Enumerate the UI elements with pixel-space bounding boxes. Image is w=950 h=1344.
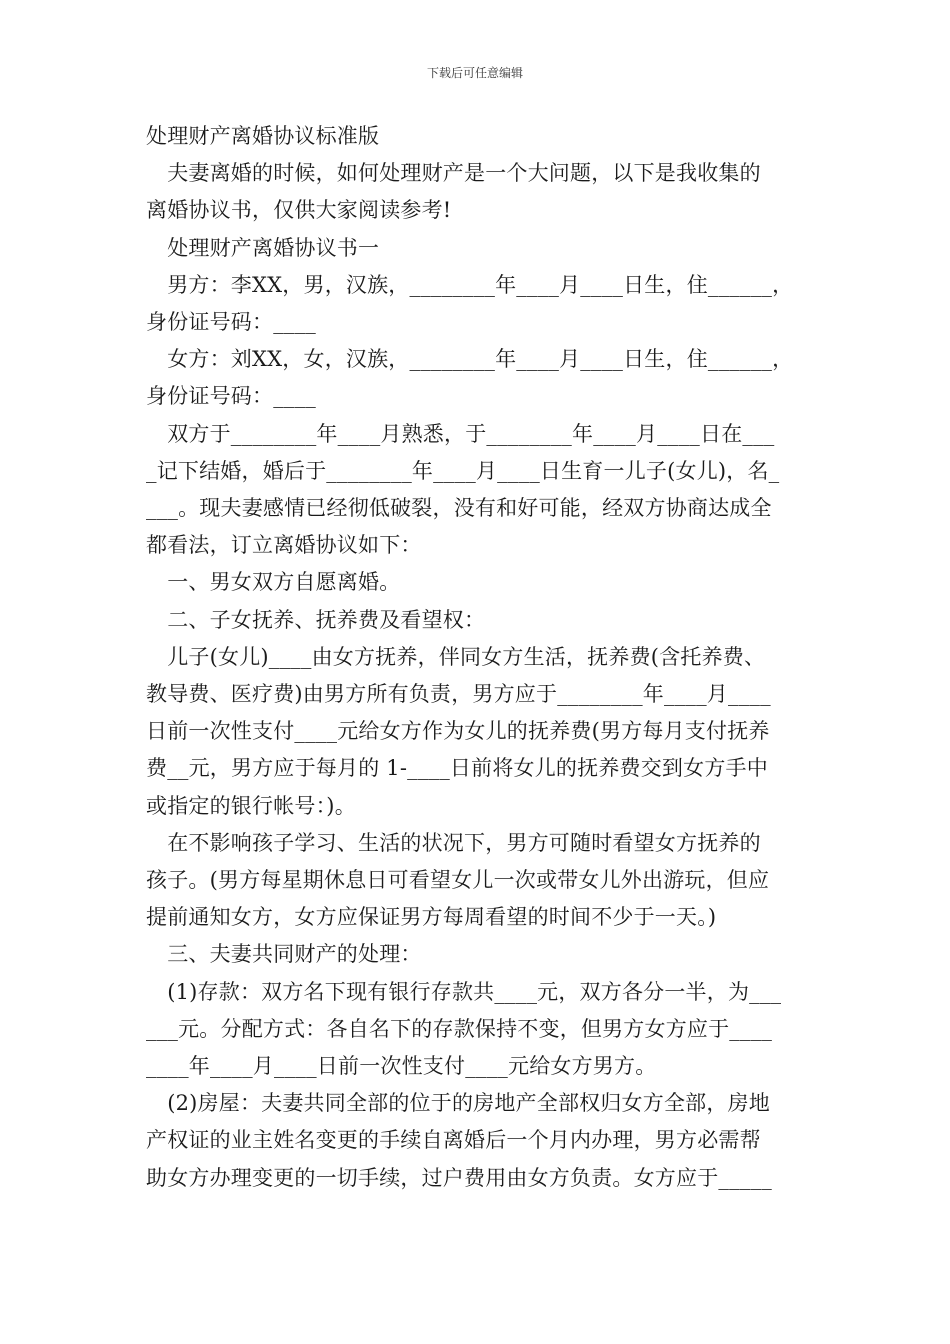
paragraph-line: 男方：李XX，男，汉族，________年____月____日生，住______， <box>146 272 794 297</box>
page-header-note: 下载后可任意编辑 <box>426 66 523 80</box>
paragraph-line: 儿子(女儿)____由女方抚养，伴同女方生活，抚养费(含托养费、 <box>146 644 766 669</box>
paragraph-line: ___元。分配方式：各自名下的存款保持不变，但男方女方应于____ <box>146 1016 773 1041</box>
paragraph-line: ___。现夫妻感情已经彻低破裂，没有和好可能，经双方协商达成全 <box>146 496 772 521</box>
paragraph-line: 都看法，订立离婚协议如下： <box>146 533 422 558</box>
paragraph-line: (2)房屋：夫妻共同全部的位于的房地产全部权归女方全部，房地 <box>146 1091 770 1116</box>
paragraph-line: (1)存款：双方名下现有银行存款共____元，双方各分一半，为___ <box>146 979 782 1004</box>
paragraph-line: 女方：刘XX，女，汉族，________年____月____日生，住______， <box>146 347 794 372</box>
document-title: 处理财产离婚协议标准版 <box>146 124 380 148</box>
paragraph-line: 孩子。(男方每星期休息日可看望女儿一次或带女儿外出游玩，但应 <box>146 868 770 893</box>
paragraph-line: ____年____月____日前一次性支付____元给女方男方。 <box>146 1054 657 1079</box>
paragraph-line: 教导费、医疗费)由男方所有负责，男方应于________年____月____ <box>146 682 771 707</box>
paragraph-line: 双方于________年____月熟悉，于________年____月____日在___ <box>146 421 775 446</box>
paragraph-line: 费__元，男方应于每月的 1-____日前将女儿的抚养费交到女方手中 <box>146 756 768 781</box>
clause-heading: 一、男女双方自愿离婚。 <box>146 570 401 595</box>
paragraph-line: 夫妻离婚的时候，如何处理财产是一个大问题，以下是我收集的 <box>146 161 761 186</box>
paragraph-line: 在不影响孩子学习、生活的状况下，男方可随时看望女方抚养的 <box>146 830 761 855</box>
clause-heading: 三、夫妻共同财产的处理： <box>146 942 422 967</box>
paragraph-line: _记下结婚，婚后于________年____月____日生育一儿子(女儿)，名_ <box>146 458 780 483</box>
section-heading: 处理财产离婚协议书一 <box>146 235 380 260</box>
paragraph-line: 助女方办理变更的一切手续，过户费用由女方负责。女方应于_____ <box>146 1165 772 1190</box>
clause-heading: 二、子女抚养、抚养费及看望权： <box>146 607 486 632</box>
paragraph-line: 身份证号码：____ <box>146 310 316 335</box>
paragraph-line: 日前一次性支付____元给女方作为女儿的抚养费(男方每月支付抚养 <box>146 719 770 744</box>
paragraph-line: 产权证的业主姓名变更的手续自离婚后一个月内办理，男方必需帮 <box>146 1128 761 1153</box>
paragraph-line: 身份证号码：____ <box>146 384 316 409</box>
paragraph-line: 提前通知女方，女方应保证男方每周看望的时间不少于一天。) <box>146 905 717 930</box>
paragraph-line: 或指定的银行帐号：)。 <box>146 793 356 818</box>
document-body <box>146 118 810 1197</box>
paragraph-line: 离婚协议书，仅供大家阅读参考! <box>146 198 452 223</box>
